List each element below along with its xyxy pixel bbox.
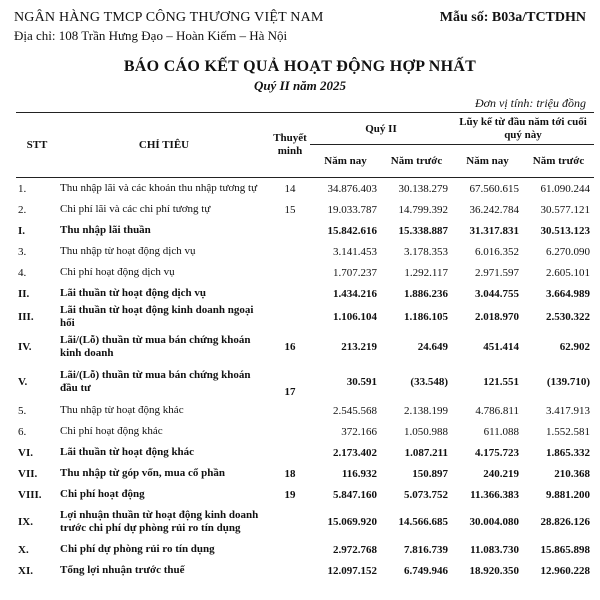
row-item: Chi phí hoạt động xyxy=(60,488,145,500)
row-ytd-last: 1.552.581 xyxy=(546,425,590,438)
row-note xyxy=(270,220,310,241)
row-stt: II. xyxy=(18,287,30,300)
row-q-this: 213.219 xyxy=(341,341,377,353)
row-note xyxy=(270,283,310,304)
row-stt: XI. xyxy=(18,564,33,577)
table-row xyxy=(16,178,594,200)
row-ytd-this: 121.551 xyxy=(483,376,519,388)
row-q-last: 1.050.988 xyxy=(404,425,448,438)
table-row xyxy=(16,484,594,505)
row-item: Chi phí hoạt động khác xyxy=(60,425,163,437)
income-statement-table xyxy=(16,112,594,581)
row-q-this: 1.106.104 xyxy=(333,311,377,323)
unit-label: Đơn vị tính: triệu đồng xyxy=(474,96,586,110)
row-note xyxy=(270,304,310,330)
row-ytd-last: 3.664.989 xyxy=(546,287,590,300)
row-stt: 5. xyxy=(18,404,27,417)
row-q-last: 150.897 xyxy=(412,467,448,480)
row-item: Chi phí hoạt động dịch vụ xyxy=(60,266,175,278)
row-ytd-last: 15.865.898 xyxy=(540,543,590,556)
row-ytd-this: 31.317.831 xyxy=(469,224,519,237)
table-row xyxy=(16,283,594,304)
row-item: Thu nhập từ hoạt động dịch vụ xyxy=(60,245,196,257)
row-q-this: 116.932 xyxy=(341,467,377,480)
row-q-last: 1.886.236 xyxy=(404,287,448,300)
table-row xyxy=(16,241,594,262)
row-ytd-last: 6.270.090 xyxy=(546,245,590,258)
row-item: Chi phí lãi và các chi phí tương tự xyxy=(60,203,211,215)
row-ytd-last: 28.826.126 xyxy=(540,516,590,528)
row-ytd-this: 36.242.784 xyxy=(469,203,519,216)
table-row xyxy=(16,421,594,442)
row-q-last: 15.338.887 xyxy=(398,224,448,237)
row-q-last: 5.073.752 xyxy=(404,488,448,501)
row-q-this: 2.972.768 xyxy=(333,543,377,556)
row-ytd-this: 18.920.350 xyxy=(469,564,519,577)
header-q-last-year: Năm trước xyxy=(381,145,452,178)
row-q-this: 2.173.402 xyxy=(333,446,377,459)
row-note xyxy=(270,505,310,539)
table-row xyxy=(16,505,594,539)
row-ytd-this: 3.044.755 xyxy=(475,287,519,300)
row-ytd-last: 12.960.228 xyxy=(540,564,590,577)
row-q-this: 15.842.616 xyxy=(327,224,377,237)
row-ytd-this: 11.366.383 xyxy=(470,488,519,501)
row-note: 16 xyxy=(284,341,296,353)
row-item: Lợi nhuận thuần từ hoạt động kinh doanh trước chi phí dự phòng rủi ro tín dụng xyxy=(60,509,259,534)
row-ytd-last: 3.417.913 xyxy=(546,404,590,417)
row-ytd-this: 2.018.970 xyxy=(475,311,519,323)
row-ytd-last: 62.902 xyxy=(559,341,590,353)
row-note xyxy=(270,421,310,442)
row-item: Thu nhập lãi và các khoản thu nhập tương tự xyxy=(60,182,258,194)
row-ytd-this: 451.414 xyxy=(483,341,519,353)
row-note xyxy=(270,262,310,283)
row-q-last: 30.138.279 xyxy=(398,182,448,195)
table-row xyxy=(16,304,594,330)
row-note xyxy=(270,442,310,463)
row-stt: X. xyxy=(18,543,29,556)
row-q-this: 372.166 xyxy=(341,425,377,438)
report-header xyxy=(14,10,324,44)
row-item: Tổng lợi nhuận trước thuế xyxy=(60,564,185,576)
row-stt: IV. xyxy=(18,341,32,353)
row-stt: V. xyxy=(18,376,28,388)
row-item: Lãi/(Lỗ) thuần từ mua bán chứng khoán đầu tư xyxy=(60,369,251,394)
row-ytd-this: 6.016.352 xyxy=(475,245,519,258)
row-item: Lãi thuần từ hoạt động kinh doanh ngoại hối xyxy=(60,304,254,329)
report-title: BÁO CÁO KẾT QUẢ HOẠT ĐỘNG HỢP NHẤT xyxy=(123,58,477,75)
bank-address: Địa chỉ: 108 Trần Hưng Đạo – Hoàn Kiếm – Hà Nội xyxy=(14,28,288,43)
table-row xyxy=(16,199,594,220)
row-item: Chi phí dự phòng rủi ro tín dụng xyxy=(60,543,215,555)
row-stt: VI. xyxy=(18,446,33,459)
table-row xyxy=(16,442,594,463)
row-ytd-this: 2.971.597 xyxy=(475,266,519,279)
row-stt: 6. xyxy=(18,425,27,438)
row-note: 19 xyxy=(284,488,296,501)
table-row xyxy=(16,560,594,581)
row-item: Thu nhập từ góp vốn, mua cổ phần xyxy=(60,467,225,479)
row-ytd-this: 240.219 xyxy=(483,467,519,480)
row-item: Lãi/(Lỗ) thuần từ mua bán chứng khoán kinh doanh xyxy=(60,334,251,359)
row-q-last: 2.138.199 xyxy=(404,404,448,417)
row-item: Thu nhập lãi thuần xyxy=(60,224,151,236)
row-stt: VIII. xyxy=(18,488,42,501)
row-q-last: 14.799.392 xyxy=(398,203,448,216)
table-row xyxy=(16,364,594,400)
header-ytd-group: Lũy kế từ đầu năm tới cuối quý này xyxy=(452,113,594,145)
row-q-this: 19.033.787 xyxy=(327,203,377,216)
header-stt: STT xyxy=(16,113,58,178)
row-stt: VII. xyxy=(18,467,38,480)
row-ytd-last: 210.368 xyxy=(554,467,590,480)
row-ytd-last: 9.881.200 xyxy=(546,488,590,501)
row-q-this: 3.141.453 xyxy=(333,245,377,258)
report-period: Quý II năm 2025 xyxy=(253,78,347,93)
row-ytd-this: 11.083.730 xyxy=(470,543,519,556)
row-q-this: 1.707.237 xyxy=(333,266,377,279)
row-stt: I. xyxy=(18,224,26,237)
row-ytd-last: 61.090.244 xyxy=(540,182,590,195)
row-ytd-this: 611.088 xyxy=(483,425,519,438)
row-q-this: 15.069.920 xyxy=(327,516,377,528)
row-ytd-last: 30.577.121 xyxy=(540,203,590,216)
row-q-last: 1.292.117 xyxy=(404,266,448,279)
row-q-last: 1.087.211 xyxy=(404,446,448,459)
row-q-this: 5.847.160 xyxy=(333,488,377,501)
row-q-last: 1.186.105 xyxy=(404,311,448,323)
row-ytd-last: 30.513.123 xyxy=(540,224,590,237)
row-q-last: 3.178.353 xyxy=(404,245,448,258)
row-note xyxy=(270,560,310,581)
row-ytd-last: (139.710) xyxy=(546,376,590,388)
row-q-this: 30.591 xyxy=(346,376,377,388)
row-stt: IX. xyxy=(18,516,33,528)
row-q-last: 7.816.739 xyxy=(404,543,448,556)
header-item: CHỈ TIÊU xyxy=(58,113,270,178)
row-ytd-this: 67.560.615 xyxy=(469,182,519,195)
row-ytd-this: 4.786.811 xyxy=(475,404,519,417)
row-q-this: 2.545.568 xyxy=(333,404,377,417)
table-body xyxy=(16,178,594,582)
table-row xyxy=(16,330,594,364)
row-note: 15 xyxy=(284,203,296,216)
row-ytd-last: 2.530.322 xyxy=(546,311,590,323)
row-ytd-last: 1.865.332 xyxy=(546,446,590,459)
row-ytd-this: 4.175.723 xyxy=(475,446,519,459)
bank-name: NGÂN HÀNG TMCP CÔNG THƯƠNG VIỆT NAM xyxy=(14,10,324,25)
row-q-this: 1.434.216 xyxy=(333,287,377,300)
header-quarter-group: Quý II xyxy=(310,113,452,145)
row-q-last: 14.566.685 xyxy=(398,516,448,528)
row-note: 18 xyxy=(284,467,296,480)
header-ytd-this-year: Năm nay xyxy=(452,145,523,178)
header-q-this-year: Năm nay xyxy=(310,145,381,178)
row-item: Thu nhập từ hoạt động khác xyxy=(60,404,184,416)
row-q-last: 24.649 xyxy=(417,341,448,353)
row-ytd-this: 30.004.080 xyxy=(469,516,519,528)
row-stt: 1. xyxy=(18,182,27,195)
row-q-this: 34.876.403 xyxy=(327,182,377,195)
row-stt: 3. xyxy=(18,245,27,258)
row-q-this: 12.097.152 xyxy=(327,564,377,577)
row-item: Lãi thuần từ hoạt động khác xyxy=(60,446,195,458)
row-stt: 2. xyxy=(18,203,27,216)
table-row xyxy=(16,539,594,560)
table-row xyxy=(16,220,594,241)
header-note: Thuyết minh xyxy=(270,113,310,178)
form-number: Mẫu số: B03a/TCTDHN xyxy=(439,10,586,25)
header-ytd-last-year: Năm trước xyxy=(523,145,594,178)
row-item: Lãi thuần từ hoạt động dịch vụ xyxy=(60,287,206,299)
table-row xyxy=(16,400,594,421)
row-stt: 4. xyxy=(18,266,27,279)
row-note xyxy=(270,241,310,262)
row-ytd-last: 2.605.101 xyxy=(546,266,590,279)
row-note: 14 xyxy=(284,182,296,195)
row-q-last: (33.548) xyxy=(410,376,448,388)
row-stt: III. xyxy=(18,311,34,323)
table-row xyxy=(16,262,594,283)
row-note xyxy=(270,539,310,560)
table-row xyxy=(16,463,594,484)
row-note xyxy=(270,400,310,421)
row-note: 17 xyxy=(284,386,296,398)
row-q-last: 6.749.946 xyxy=(404,564,448,577)
